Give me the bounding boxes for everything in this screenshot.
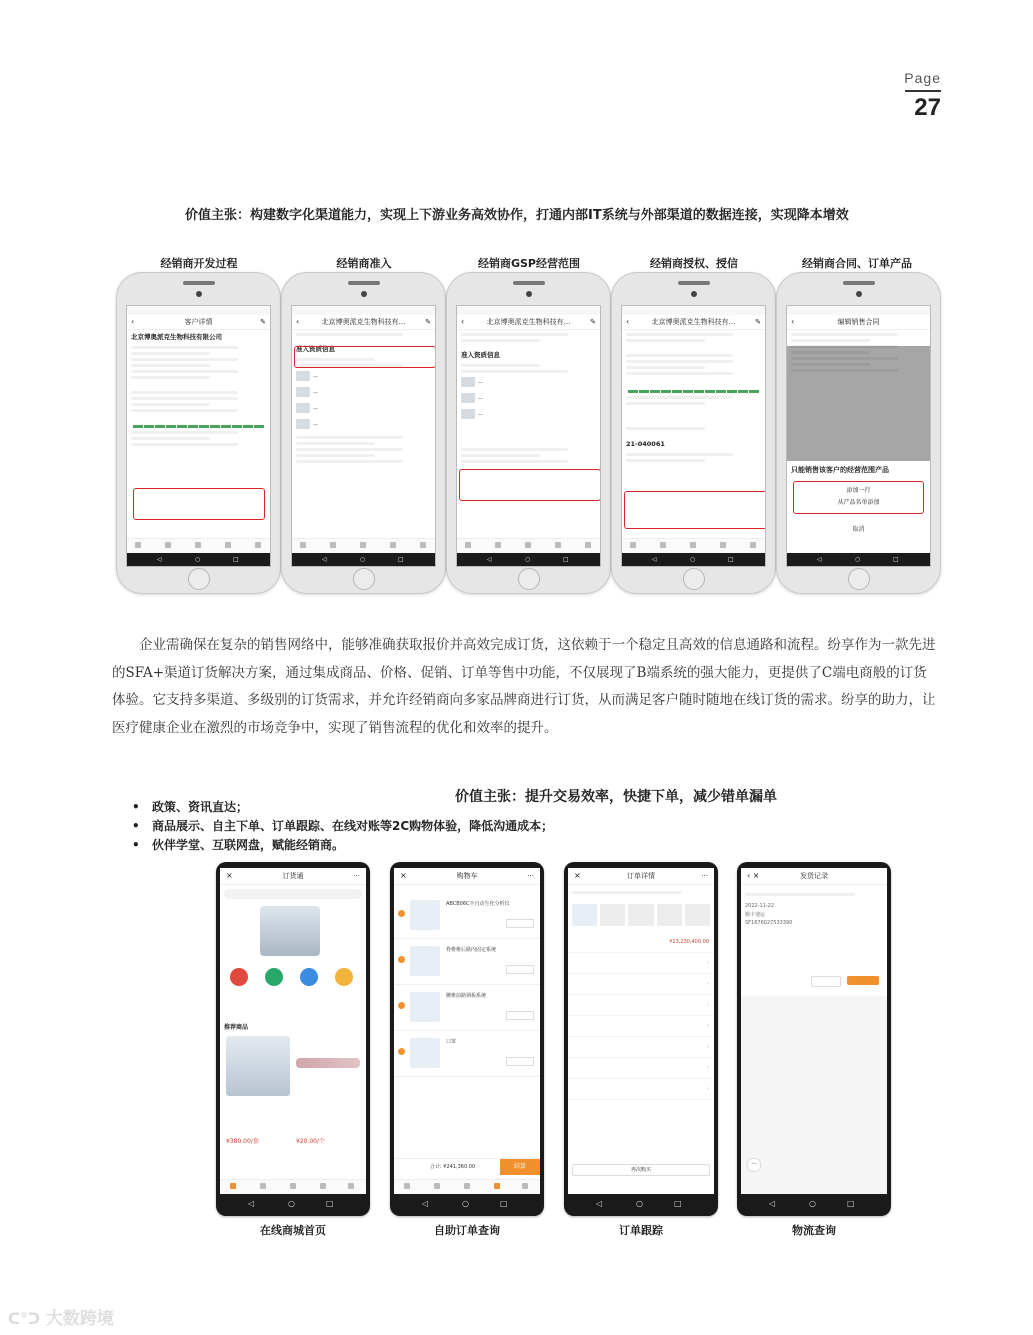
phone-screen (394, 868, 540, 1194)
screen-title: 北京博奥派克生物科技有... (651, 318, 736, 326)
close-icon[interactable]: ‹ × (747, 871, 760, 880)
more-icon[interactable]: ··· (701, 872, 708, 880)
highlight-gsp-scope (459, 469, 601, 501)
close-icon[interactable]: × (574, 871, 581, 880)
watermark-logo (8, 1304, 114, 1329)
phone-screen: ‹ 北京博奥派克生物科技有... ✎ 准入资质信息 — — — — ◁ ○ □ (291, 305, 436, 567)
empty-area (741, 996, 887, 1194)
product-image[interactable] (226, 1036, 290, 1096)
cart-item-name: 腰椎前路钢板系统 (446, 993, 487, 999)
screen-title: 编辑销售合同 (837, 318, 880, 326)
caption-self-service-order: 自助订单查询 (434, 1224, 500, 1237)
highlight-stage-box (133, 488, 265, 520)
close-icon[interactable]: × (400, 871, 407, 880)
category-icon[interactable] (300, 968, 318, 986)
add-options-box (793, 481, 924, 514)
edit-icon[interactable]: ✎ (260, 318, 266, 326)
add-from-list-button[interactable]: 从产品名单添加 (837, 499, 880, 506)
cart-item[interactable] (394, 940, 540, 985)
caption-dealer-gsp: 经销商GSP经营范围 (477, 257, 580, 270)
shipment-secondary-button[interactable] (811, 976, 841, 987)
cart-item[interactable] (394, 1032, 540, 1077)
logo-icon: ᑕ°ᑐ (8, 1310, 40, 1328)
category-icon[interactable] (230, 968, 248, 986)
screen-title: 订货通 (282, 872, 304, 880)
bottom-nav (127, 538, 270, 553)
back-icon[interactable]: ‹ (131, 317, 135, 326)
watermark-text: 大数跨境 (45, 1309, 114, 1329)
phone-logistics-query (737, 862, 891, 1216)
status-bar (127, 306, 270, 315)
caption-dealer-admission: 经销商准入 (336, 257, 392, 270)
shipment-company: 顺丰速运 (745, 912, 766, 918)
caption-order-tracking: 订单跟踪 (619, 1224, 663, 1237)
screen-title-bar (220, 868, 366, 885)
screen-title-bar (622, 315, 765, 330)
page-label: Page (904, 70, 941, 86)
edit-icon[interactable]: ✎ (590, 318, 596, 326)
caption-logistics-query: 物流查询 (792, 1224, 836, 1237)
value-proposition-headline-1: 价值主张：构建数字化渠道能力，实现上下游业务高效协作，打通内部IT系统与外部渠道的数据连接，实现降本增效 (185, 208, 849, 223)
add-one-row-button[interactable]: 添加一行 (846, 487, 871, 494)
cancel-button[interactable]: 取消 (852, 526, 865, 533)
back-icon[interactable]: ‹ (461, 317, 465, 326)
phone-order-tracking (564, 862, 718, 1216)
speaker (183, 281, 215, 285)
phone-dealer-development (116, 272, 281, 594)
admission-section-title: 准入资质信息 (296, 345, 335, 353)
shipment-action-button[interactable] (847, 976, 879, 985)
screen-title-bar (568, 868, 714, 885)
progress-stages (628, 390, 759, 393)
phone-online-mall (216, 862, 370, 1216)
more-icon[interactable]: ··· (353, 872, 360, 880)
phone-screen: ‹ 编辑销售合同 只能销售该客户的经营范围产品 添加一行 从产品名单添加 取消 ◁ ○ □ (786, 305, 931, 567)
caption-dealer-authorization: 经销商授权、授信 (650, 257, 738, 270)
caption-dealer-contract: 经销商合同、订单产品 (802, 257, 912, 270)
cart-footer (394, 1158, 540, 1175)
order-product-thumbs (572, 904, 710, 926)
screen-title: 购物车 (456, 872, 478, 880)
highlight-authorization-credit (624, 491, 766, 529)
phone-dealer-authorization (611, 272, 776, 594)
cart-item-name: 口罩 (446, 1039, 457, 1045)
order-row[interactable]: › (568, 1058, 714, 1079)
phone-screen (126, 305, 271, 567)
phone-dealer-contract (776, 272, 941, 594)
phone-screen (220, 868, 366, 1194)
order-row[interactable]: › (568, 974, 714, 995)
home-button[interactable] (848, 568, 870, 590)
product-price: ¥20.00/个 (296, 1138, 326, 1145)
admission-section-title: 准入资质信息 (461, 351, 500, 359)
order-amount: ¥13,230,400.00 (669, 939, 709, 945)
bullet-text: 政策、资讯直达； (152, 800, 249, 814)
body-paragraph: 企业需确保在复杂的销售网络中，能够准确获取报价并高效完成订货，这依赖于一个稳定且高效的信息通路和流程。纷享作为一款先进的SFA+渠道订货解决方案，通过集成商品、价格、促销、订单等售中功能，不仅展现了B端系统的强大能力，更提供了C端电商般的订货体验。它支持多渠道、多级别的订货需求，并允许经销商向多家品牌商进行订货，从而满足客户随时随地在线订货的需求。纷享的助力，让医疗健康企业在激烈的市场竞争中，实现了销售流程的优化和效率的提升。 (112, 637, 936, 736)
caption-online-mall: 在线商城首页 (260, 1224, 326, 1237)
android-nav-bar: ◁ ○ □ (769, 1199, 855, 1208)
phone-screen (741, 868, 887, 1194)
shipment-tracking-number: SF1676027533390 (745, 920, 793, 926)
banner-product-image (260, 906, 320, 956)
screen-title: 北京博奥派克生物科技有... (486, 318, 571, 326)
screen-title-bar (457, 315, 600, 330)
annotation-scope-only: 只能销售该客户的经营范围产品 (791, 466, 889, 474)
screen-title-bar (127, 315, 270, 330)
progress-stages (133, 425, 264, 428)
highlight-admission-info (294, 346, 436, 368)
home-button[interactable] (188, 568, 210, 590)
phone-self-service-order (390, 862, 544, 1216)
checkout-button[interactable]: 结算 (500, 1159, 540, 1175)
phone-dealer-gsp (446, 272, 611, 594)
screen-title: 订单详情 (627, 872, 655, 880)
screen-title: 发货记录 (800, 872, 828, 880)
bullet-text: 商品展示、自主下单、订单跟踪、在线对账等2C购物体验，降低沟通成本； (152, 819, 554, 833)
product-price: ¥380.00/套 (226, 1138, 259, 1145)
rebuy-button[interactable]: 再次购买 (572, 1164, 710, 1176)
category-icon[interactable] (335, 968, 353, 986)
android-nav-bar: ◁ ○ □ (596, 1199, 682, 1208)
screen-title: 客户详情 (184, 318, 213, 326)
order-number: 21-040061 (626, 440, 665, 448)
phone-screen (568, 868, 714, 1194)
back-icon[interactable]: ‹ (791, 317, 795, 326)
more-icon[interactable]: ··· (747, 1158, 761, 1172)
page-number: 27 (914, 94, 941, 121)
close-icon[interactable]: × (226, 871, 233, 880)
cart-item[interactable] (394, 986, 540, 1031)
bullet-item: • 伙伴学堂、互联网盘，赋能经销商。 (132, 838, 345, 852)
edit-icon[interactable]: ✎ (755, 318, 761, 326)
camera (196, 291, 202, 297)
more-icon[interactable]: ··· (527, 872, 534, 880)
phone-screen: ‹ 北京博奥派克生物科技有... ✎ 准入资质信息 — — — ◁ ○ □ (456, 305, 601, 567)
screen-title-bar (394, 868, 540, 885)
value-proposition-headline-2: 价值主张：提升交易效率，快捷下单，减少错单漏单 (455, 789, 777, 805)
android-nav-bar: ◁ ○ □ (248, 1199, 334, 1208)
cart-item-name: 脊椎椎后路内固定系统 (446, 947, 497, 953)
caption-dealer-development: 经销商开发过程 (160, 257, 238, 270)
category-icon[interactable] (265, 968, 283, 986)
screen-title: 北京博奥派克生物科技有... (321, 318, 406, 326)
home-button[interactable] (353, 568, 375, 590)
recommend-title: 推荐商品 (224, 1024, 249, 1031)
page-number-rule (905, 90, 941, 92)
cart-total: 合计: ¥241,360.00 (430, 1164, 476, 1170)
android-nav-bar: ◁ ○ □ (127, 553, 270, 566)
search-input[interactable] (224, 889, 362, 899)
order-row[interactable]: › (568, 953, 714, 974)
cart-item[interactable] (394, 894, 540, 939)
company-name: 北京博奥派克生物科技有限公司 (131, 333, 222, 341)
order-row[interactable]: › (568, 1037, 714, 1058)
back-icon[interactable]: ‹ (626, 317, 630, 326)
cart-item-name: ABCB06C全自动生化分析仪 (446, 901, 510, 907)
order-row[interactable]: › (568, 1016, 714, 1037)
order-row[interactable]: › (568, 995, 714, 1016)
phone-dealer-admission (281, 272, 446, 594)
screen-title-bar (787, 315, 930, 330)
action-sheet (787, 461, 930, 553)
android-nav-bar: ◁ ○ □ (422, 1199, 508, 1208)
order-amount-row (568, 932, 714, 953)
screen-title-bar (741, 868, 887, 885)
screen-title-bar (292, 315, 435, 330)
product-image[interactable] (296, 1058, 360, 1068)
back-icon[interactable]: ‹ (296, 317, 300, 326)
phone-screen: ‹ 北京博奥派克生物科技有... ✎ 21-040061 ◁ ○ □ (621, 305, 766, 567)
bullet-item: • 商品展示、自主下单、订单跟踪、在线对账等2C购物体验，降低沟通成本； (132, 819, 554, 833)
home-button[interactable] (518, 568, 540, 590)
bullet-item: • 政策、资讯直达； (132, 800, 249, 814)
bullet-text: 伙伴学堂、互联网盘，赋能经销商。 (152, 838, 345, 852)
shipment-date: 2022-11-22 (745, 903, 775, 909)
order-row[interactable]: › (568, 1079, 714, 1100)
home-button[interactable] (683, 568, 705, 590)
edit-icon[interactable]: ✎ (425, 318, 431, 326)
